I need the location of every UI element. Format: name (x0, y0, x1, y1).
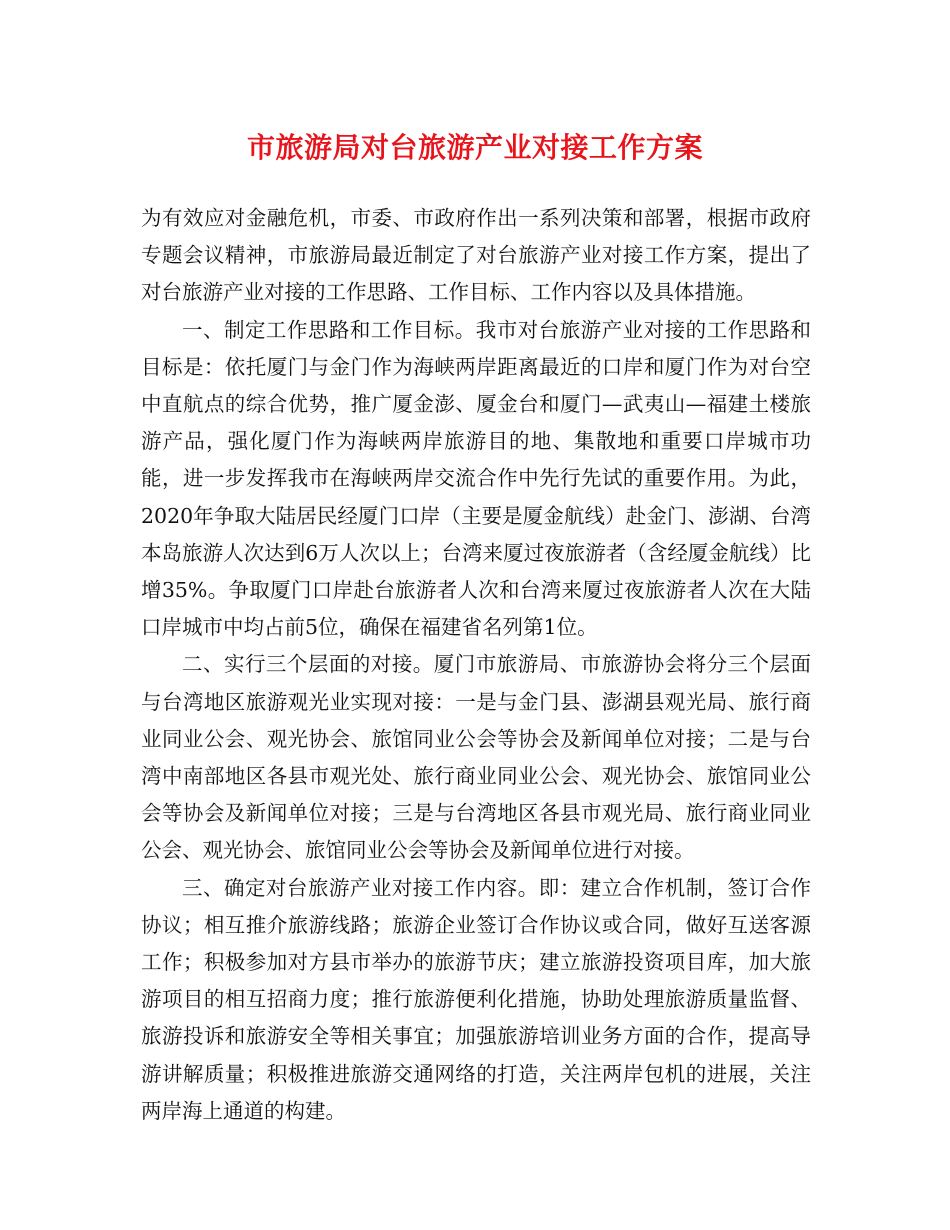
paragraph-intro: 为有效应对金融危机，市委、市政府作出一系列决策和部署，根据市政府专题会议精神，市旅游局最近制定了对台旅游产业对接工作方案，提出了对台旅游产业对接的工作思路、工作目标、工作内容以及具体措施。 (141, 206, 811, 305)
paragraph-section-3: 三、确定对台旅游产业对接工作内容。即：建立合作机制，签订合作协议；相互推介旅游线路；旅游企业签订合作协议或合同，做好互送客源工作；积极参加对方县市举办的旅游节庆；建立旅游投资项目库，加大旅游项目的相互招商力度；推行旅游便利化措施，协助处理旅游质量监督、旅游投诉和旅游安全等相关事宜；加强旅游培训业务方面的合作，提高导游讲解质量；积极推进旅游交通网络的打造，关注两岸包机的进展，关注两岸海上通道的构建。 (141, 875, 811, 1123)
paragraph-section-1: 一、制定工作思路和工作目标。我市对台旅游产业对接的工作思路和目标是：依托厦门与金门作为海峡两岸距离最近的口岸和厦门作为对台空中直航点的综合优势，推广厦金澎、厦金台和厦门—武夷山—福建土楼旅游产品，强化厦门作为海峡两岸旅游目的地、集散地和重要口岸城市功能，进一步发挥我市在海峡两岸交流合作中先行先试的重要作用。为此，2020年争取大陆居民经厦门口岸（主要是厦金航线）赴金门、澎湖、台湾本岛旅游人次达到6万人次以上；台湾来厦过夜旅游者（含经厦金航线）比增35%。争取厦门口岸赴台旅游者人次和台湾来厦过夜旅游者人次在大陆口岸城市中均占前5位，确保在福建省名列第1位。 (141, 317, 811, 640)
document-title: 市旅游局对台旅游产业对接工作方案 (246, 131, 703, 164)
paragraph-section-2: 二、实行三个层面的对接。厦门市旅游局、市旅游协会将分三个层面与台湾地区旅游观光业实现对接：一是与金门县、澎湖县观光局、旅行商业同业公会、观光协会、旅馆同业公会等协会及新闻单位对接；二是与台湾中南部地区各县市观光处、旅行商业同业公会、观光协会、旅馆同业公会等协会及新闻单位对接；三是与台湾地区各县市观光局、旅行商业同业公会、观光协会、旅馆同业公会等协会及新闻单位进行对接。 (141, 652, 811, 863)
document-body (141, 200, 811, 1130)
